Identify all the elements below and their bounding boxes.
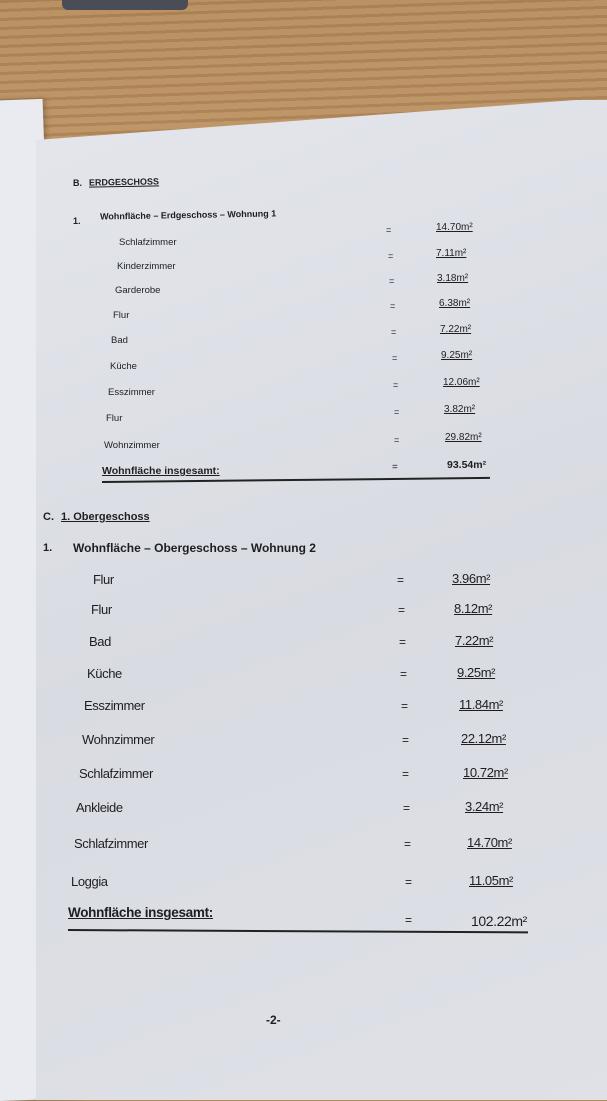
equals-sign: = — [392, 353, 398, 363]
equals-sign: = — [398, 603, 406, 617]
equals-sign: = — [397, 573, 405, 587]
equals-sign: = — [394, 407, 400, 417]
equals-sign: = — [389, 276, 395, 286]
page-number: -2- — [266, 1013, 281, 1027]
area-value: 6.38m² — [439, 298, 471, 309]
area-value: 3.96m² — [452, 571, 491, 586]
area-value: 14.70m² — [436, 222, 473, 233]
room-label: Schlafzimmer — [119, 237, 177, 248]
area-value: 22.12m² — [461, 731, 506, 746]
area-value: 8.12m² — [454, 601, 493, 616]
room-label: Flur — [106, 413, 123, 424]
device-edge — [62, 0, 188, 10]
total-value: 93.54m² — [447, 459, 487, 471]
room-label: Schlafzimmer — [74, 836, 148, 851]
equals-sign: = — [403, 801, 411, 815]
section-c-heading: Wohnfläche – Obergeschoss – Wohnung 2 — [73, 541, 316, 555]
section-c-item-number: 1. — [43, 542, 53, 554]
room-label: Garderobe — [115, 285, 161, 296]
total-label: Wohnfläche insgesamt: — [68, 905, 213, 920]
equals-sign: = — [394, 435, 400, 445]
room-label: Flur — [113, 310, 130, 321]
area-value: 14.70m² — [467, 835, 512, 850]
area-value: 3.18m² — [437, 273, 469, 284]
area-value: 9.25m² — [457, 665, 496, 680]
total-label: Wohnfläche insgesamt: — [102, 465, 220, 477]
equals-sign: = — [402, 767, 410, 781]
room-label: Küche — [110, 361, 137, 372]
room-label: Bad — [111, 335, 128, 346]
section-c-title: 1. Obergeschoss — [61, 511, 150, 523]
area-value: 10.72m² — [463, 765, 508, 780]
room-label: Loggia — [71, 874, 108, 889]
equals-sign: = — [392, 462, 398, 473]
equals-sign: = — [391, 327, 397, 337]
equals-sign: = — [399, 635, 407, 649]
section-b-heading: Wohnfläche – Erdgeschoss – Wohnung 1 — [99, 208, 277, 222]
area-value: 9.25m² — [441, 350, 473, 361]
room-label: Wohnzimmer — [104, 440, 160, 451]
room-label: Esszimmer — [108, 387, 155, 398]
area-value: 3.24m² — [465, 799, 504, 814]
equals-sign: = — [405, 913, 413, 927]
equals-sign: = — [393, 380, 399, 390]
section-c-letter: C. — [43, 511, 54, 523]
area-value: 7.22m² — [455, 633, 494, 648]
room-label: Schlafzimmer — [79, 766, 153, 781]
total-value: 102.22m² — [471, 913, 527, 929]
equals-sign: = — [405, 875, 413, 889]
room-label: Bad — [89, 634, 111, 649]
equals-sign: = — [390, 301, 396, 311]
section-b-letter: B. — [73, 178, 82, 188]
section-b-item-number: 1. — [73, 216, 81, 226]
area-value: 11.84m² — [459, 697, 503, 712]
room-label: Flur — [91, 602, 112, 617]
area-value: 7.11m² — [436, 248, 467, 259]
equals-sign: = — [400, 667, 408, 681]
area-value: 3.82m² — [444, 404, 476, 415]
equals-sign: = — [386, 225, 392, 235]
area-value: 11.05m² — [469, 873, 513, 888]
document-page — [36, 100, 607, 1100]
area-value: 29.82m² — [445, 432, 482, 443]
area-value: 7.22m² — [440, 324, 472, 335]
section-b-title: ERDGESCHOSS — [88, 176, 160, 188]
room-label: Kinderzimmer — [117, 261, 176, 272]
equals-sign: = — [401, 699, 409, 713]
equals-sign: = — [388, 251, 394, 261]
room-label: Esszimmer — [84, 698, 145, 713]
room-label: Wohnzimmer — [82, 732, 155, 747]
equals-sign: = — [404, 837, 412, 851]
area-value: 12.06m² — [443, 377, 480, 388]
room-label: Ankleide — [76, 800, 123, 815]
equals-sign: = — [402, 733, 410, 747]
room-label: Küche — [87, 666, 122, 681]
room-label: Flur — [93, 572, 114, 587]
